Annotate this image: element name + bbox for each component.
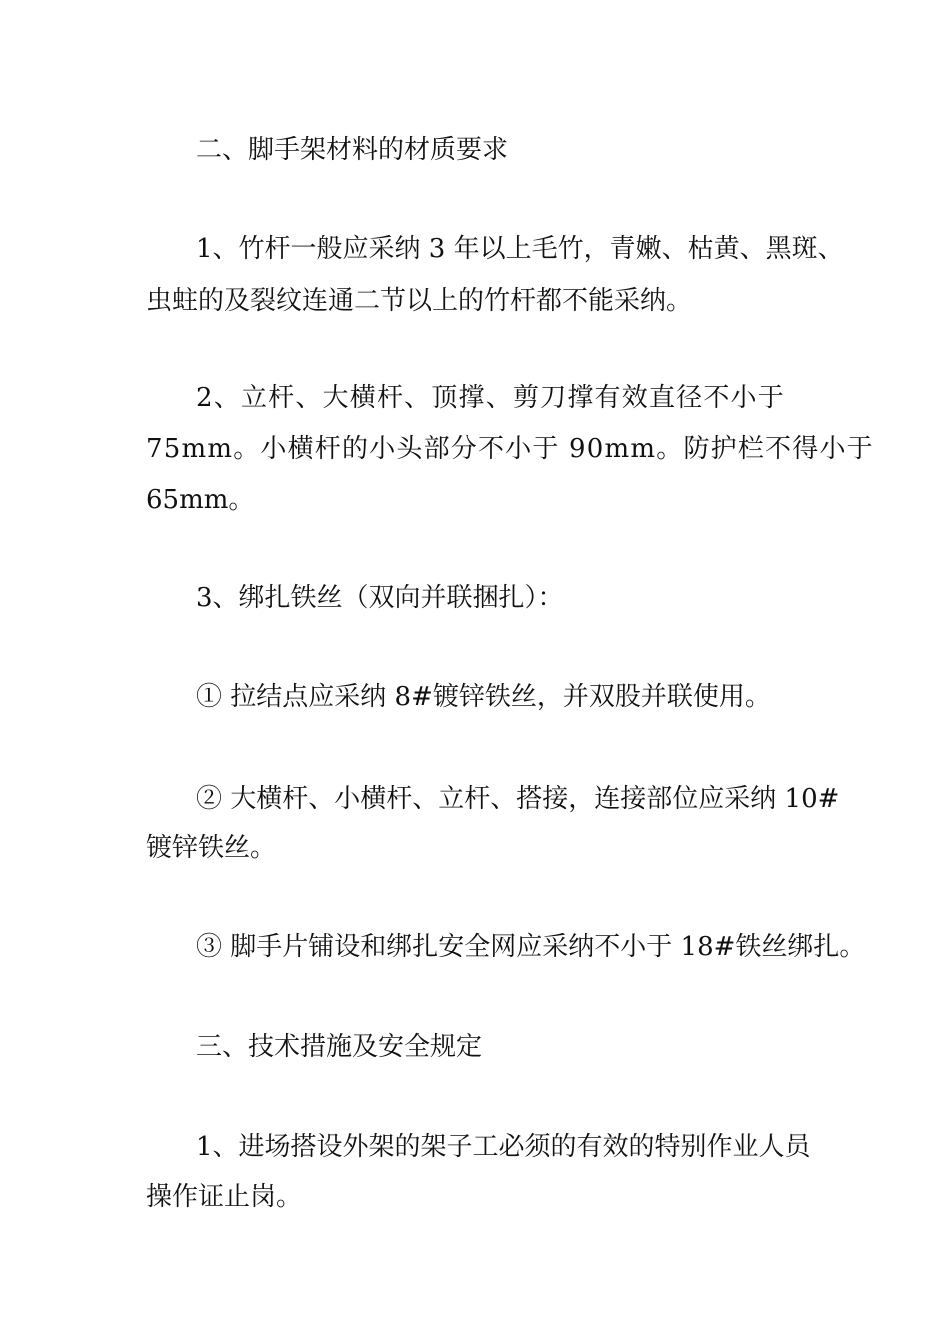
- section-heading-materials: 二、脚手架材料的材质要求: [196, 135, 509, 165]
- paragraph-item-3c: ③ 脚手片铺设和绑扎安全网应采纳不小于 18#铁丝绑扎。: [196, 932, 866, 962]
- paragraph-item-2-line-3: 65mm。: [146, 485, 255, 515]
- paragraph-item-2-line-2: 75mm。小横杆的小头部分不小于 90mm。防护栏不得小于: [146, 434, 874, 464]
- paragraph-item-3b-line-2: 镀锌铁丝。: [146, 833, 277, 863]
- paragraph-item-3-heading: 3、绑扎铁丝（双向并联捆扎）：: [196, 583, 564, 613]
- paragraph-item-3b-line-1: ② 大横杆、小横杆、立杆、搭接，连接部位应采纳 10#: [196, 784, 840, 814]
- paragraph-item-3a: ① 拉结点应采纳 8#镀锌铁丝，并双股并联使用。: [196, 682, 771, 712]
- paragraph-safety-item-1-line-1: 1、进场搭设外架的架子工必须的有效的特别作业人员: [196, 1132, 811, 1162]
- paragraph-item-1-line-2: 虫蛀的及裂纹连通二节以上的竹杆都不能采纳。: [146, 286, 693, 316]
- section-heading-safety: 三、技术措施及安全规定: [196, 1032, 483, 1062]
- paragraph-item-1-line-1: 1、竹杆一般应采纳 3 年以上毛竹，青嫩、枯黄、黑斑、: [196, 234, 844, 264]
- paragraph-item-2-line-1: 2、立杆、大横杆、顶撑、剪刀撑有效直径不小于: [196, 383, 785, 413]
- paragraph-safety-item-1-line-2: 操作证止岗。: [146, 1182, 303, 1212]
